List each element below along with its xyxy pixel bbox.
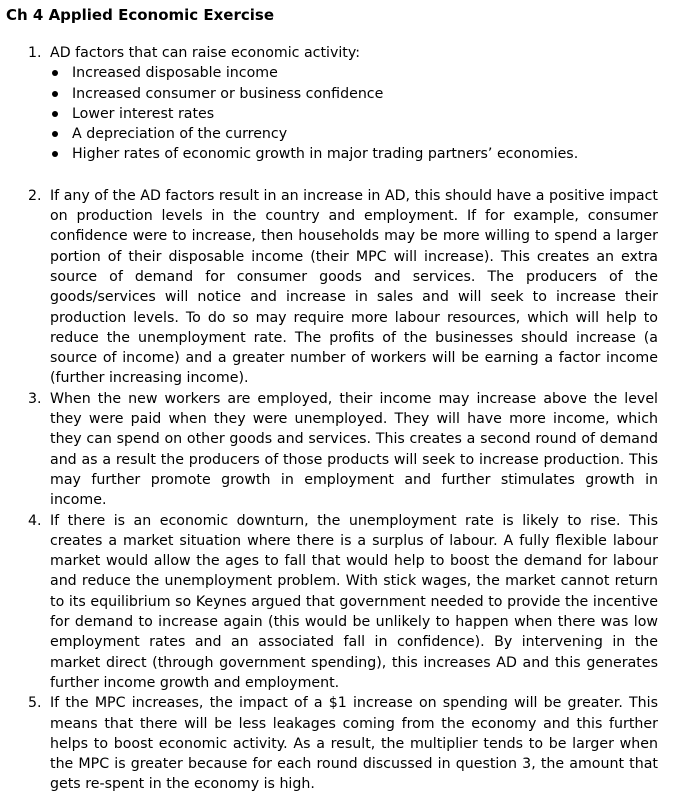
- item-text: If the MPC increases, the impact of a $1 increase on spending will be greater. This means that there will be less leakages coming from the economy and this further helps to boost economic activity. As a result, the multiplier tends to be larger when the MPC is greater because for each round discussed in question 3, the amount that gets re-spent in the economy is high.: [50, 695, 658, 793]
- list-item-3: [28, 389, 658, 511]
- item-text: When the new workers are employed, their income may increase above the level they were paid when they were unemployed. They will have more income, which they can spend on other goods and services. This creates a second round of demand and as a result the producers of those products will seek to increase production. This may further promote growth in employment and further stimulates growth in income.: [50, 390, 658, 509]
- bullet-item: [50, 104, 658, 124]
- bullet-item: [50, 144, 658, 164]
- bullet-icon: [52, 111, 58, 117]
- bullet-list: [50, 63, 658, 164]
- item-number: 3.: [28, 390, 42, 407]
- bullet-text: Increased consumer or business confidence: [72, 85, 384, 102]
- bullet-text: Increased disposable income: [72, 65, 278, 82]
- bullet-text: Lower interest rates: [72, 105, 215, 122]
- list-item-1: [28, 43, 658, 186]
- list-item-4: [28, 511, 658, 694]
- item-number: 5.: [28, 695, 42, 712]
- item-number: 4.: [28, 512, 42, 529]
- bullet-icon: [52, 70, 58, 76]
- item-text: AD factors that can raise economic activity:: [50, 45, 361, 61]
- bullet-text: Higher rates of economic growth in major trading partners’ economies.: [72, 146, 579, 163]
- bullet-item: [50, 84, 658, 104]
- item-text: If there is an economic downturn, the unemployment rate is likely to rise. This creates a market situation where there is a surplus of labour. A fully flexible labour market would allow the ages to fall that would help to boost the demand for labour and reduce the unemployment problem. With stick wages, the market cannot return to its equilibrium so Keynes argued that government needed to provide the incentive for demand to increase again (this would be unlikely to happen when there was low employment rates and an associated fall in confidence). By intervening in the market direct (through government spending), this increases AD and this generates further income growth and employment.: [50, 512, 658, 691]
- bullet-icon: [52, 131, 58, 137]
- item-number: 2.: [28, 187, 42, 204]
- bullet-text: A depreciation of the currency: [72, 126, 288, 143]
- bullet-icon: [52, 151, 58, 157]
- item-number: 1.: [28, 45, 42, 61]
- item-text: If any of the AD factors result in an increase in AD, this should have a positive impact on production levels in the country and employment. If for example, consumer confidence were to increase, then households may be more willing to spend a larger portion of their disposable income (their MPC will increase). This creates an extra source of demand for consumer goods and services. The producers of the goods/services will notice and increase in sales and will seek to increase their production levels. To do so may require more labour resources, which will help to reduce the unemployment rate. The profits of the businesses should increase (a source of income) and a greater number of workers will be earning a factor income (further increasing income).: [50, 187, 658, 387]
- list-item-5: [28, 693, 658, 794]
- bullet-icon: [52, 91, 58, 97]
- bullet-item: [50, 124, 658, 144]
- spacer: [50, 165, 658, 186]
- document-title: Ch 4 Applied Economic Exercise: [6, 6, 275, 24]
- exercise-list: [28, 43, 658, 795]
- bullet-item: [50, 63, 658, 83]
- list-item-2: [28, 186, 658, 389]
